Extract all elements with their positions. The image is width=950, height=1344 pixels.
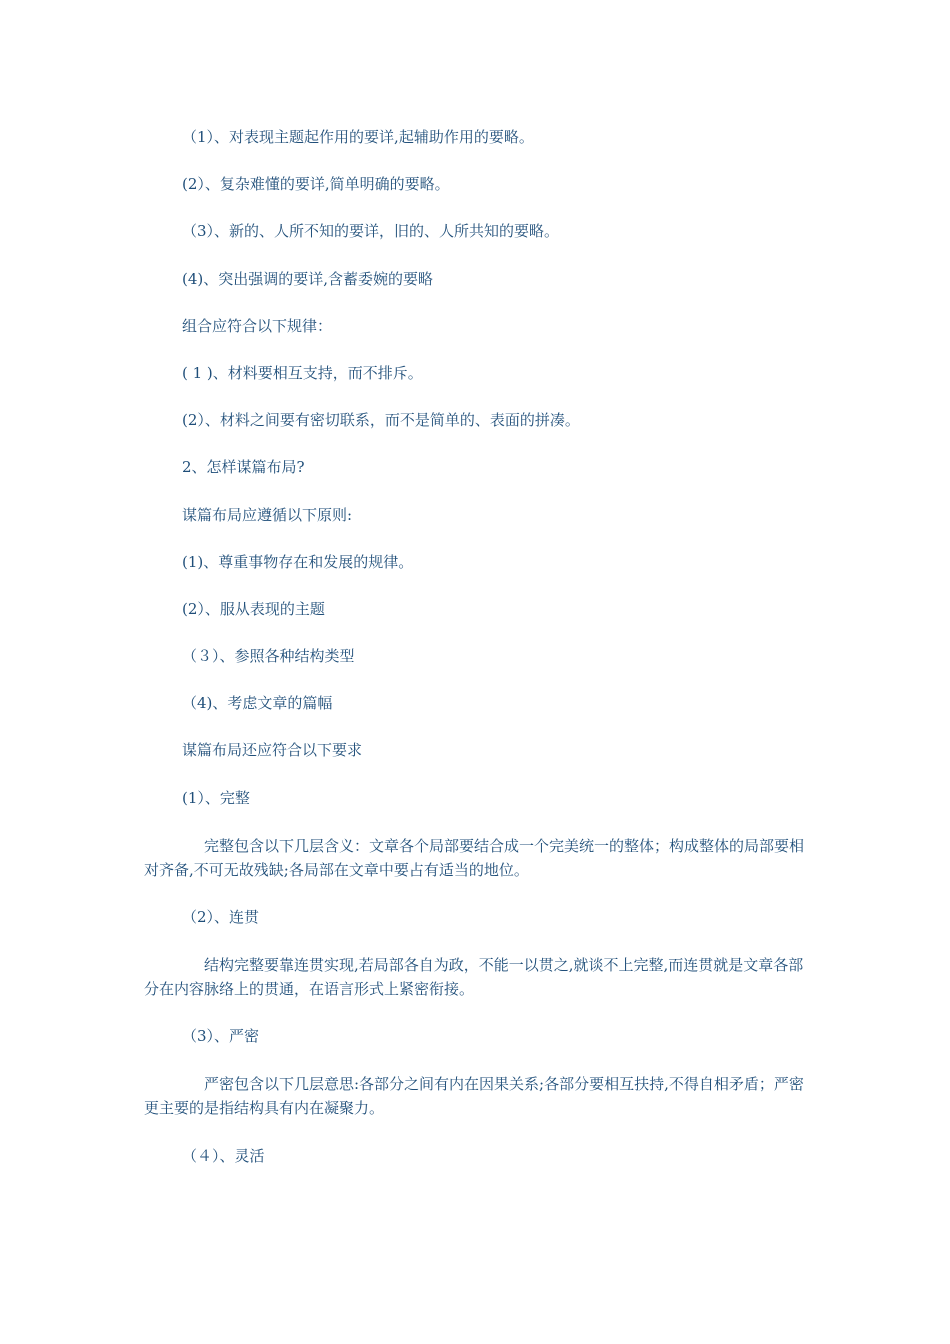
text-line: ( 1 )、材料要相互支持，而不排斥。 [182, 364, 423, 382]
paragraph: 严密包含以下几层意思:各部分之间有内在因果关系;各部分要相互扶持,不得自相矛盾；严密更主要的是指结构具有内在凝聚力。 [144, 1075, 804, 1117]
text-line: （４）、灵活 [182, 1147, 265, 1165]
paragraph: 完整包含以下几层含义：文章各个局部要结合成一个完美统一的整体；构成整体的局部要相对齐备,不可无故残缺;各局部在文章中要占有适当的地位。 [144, 837, 805, 879]
text-line: 组合应符合以下规律： [182, 317, 333, 335]
paragraph: 结构完整要靠连贯实现,若局部各自为政，不能一以贯之,就谈不上完整,而连贯就是文章各部分在内容脉络上的贯通，在语言形式上紧密衔接。 [144, 956, 804, 998]
section-heading: 2、怎样谋篇布局? [182, 458, 305, 476]
text-line: 谋篇布局还应符合以下要求 [182, 741, 363, 759]
text-line: (1）、完整 [182, 789, 250, 807]
text-line: (2）、复杂难懂的要详,简单明确的要略。 [182, 175, 450, 193]
text-line: (2）、材料之间要有密切联系，而不是简单的、表面的拼凑。 [182, 411, 580, 429]
text-line: （2）、连贯 [182, 908, 260, 926]
text-line: （4)、考虑文章的篇幅 [182, 694, 333, 712]
text-line: (1)、尊重事物存在和发展的规律。 [182, 553, 414, 571]
text-line: (4)、突出强调的要详,含蓄委婉的要略 [182, 270, 434, 288]
text-line: （1）、对表现主题起作用的要详,起辅助作用的要略。 [182, 128, 534, 146]
text-line: 谋篇布局应遵循以下原则: [182, 506, 353, 524]
text-line: （3）、新的、人所不知的要详，旧的、人所共知的要略。 [182, 222, 560, 240]
text-line: (2）、服从表现的主题 [182, 600, 325, 618]
text-line: （３）、参照各种结构类型 [182, 647, 355, 665]
text-line: （3）、严密 [182, 1027, 260, 1045]
